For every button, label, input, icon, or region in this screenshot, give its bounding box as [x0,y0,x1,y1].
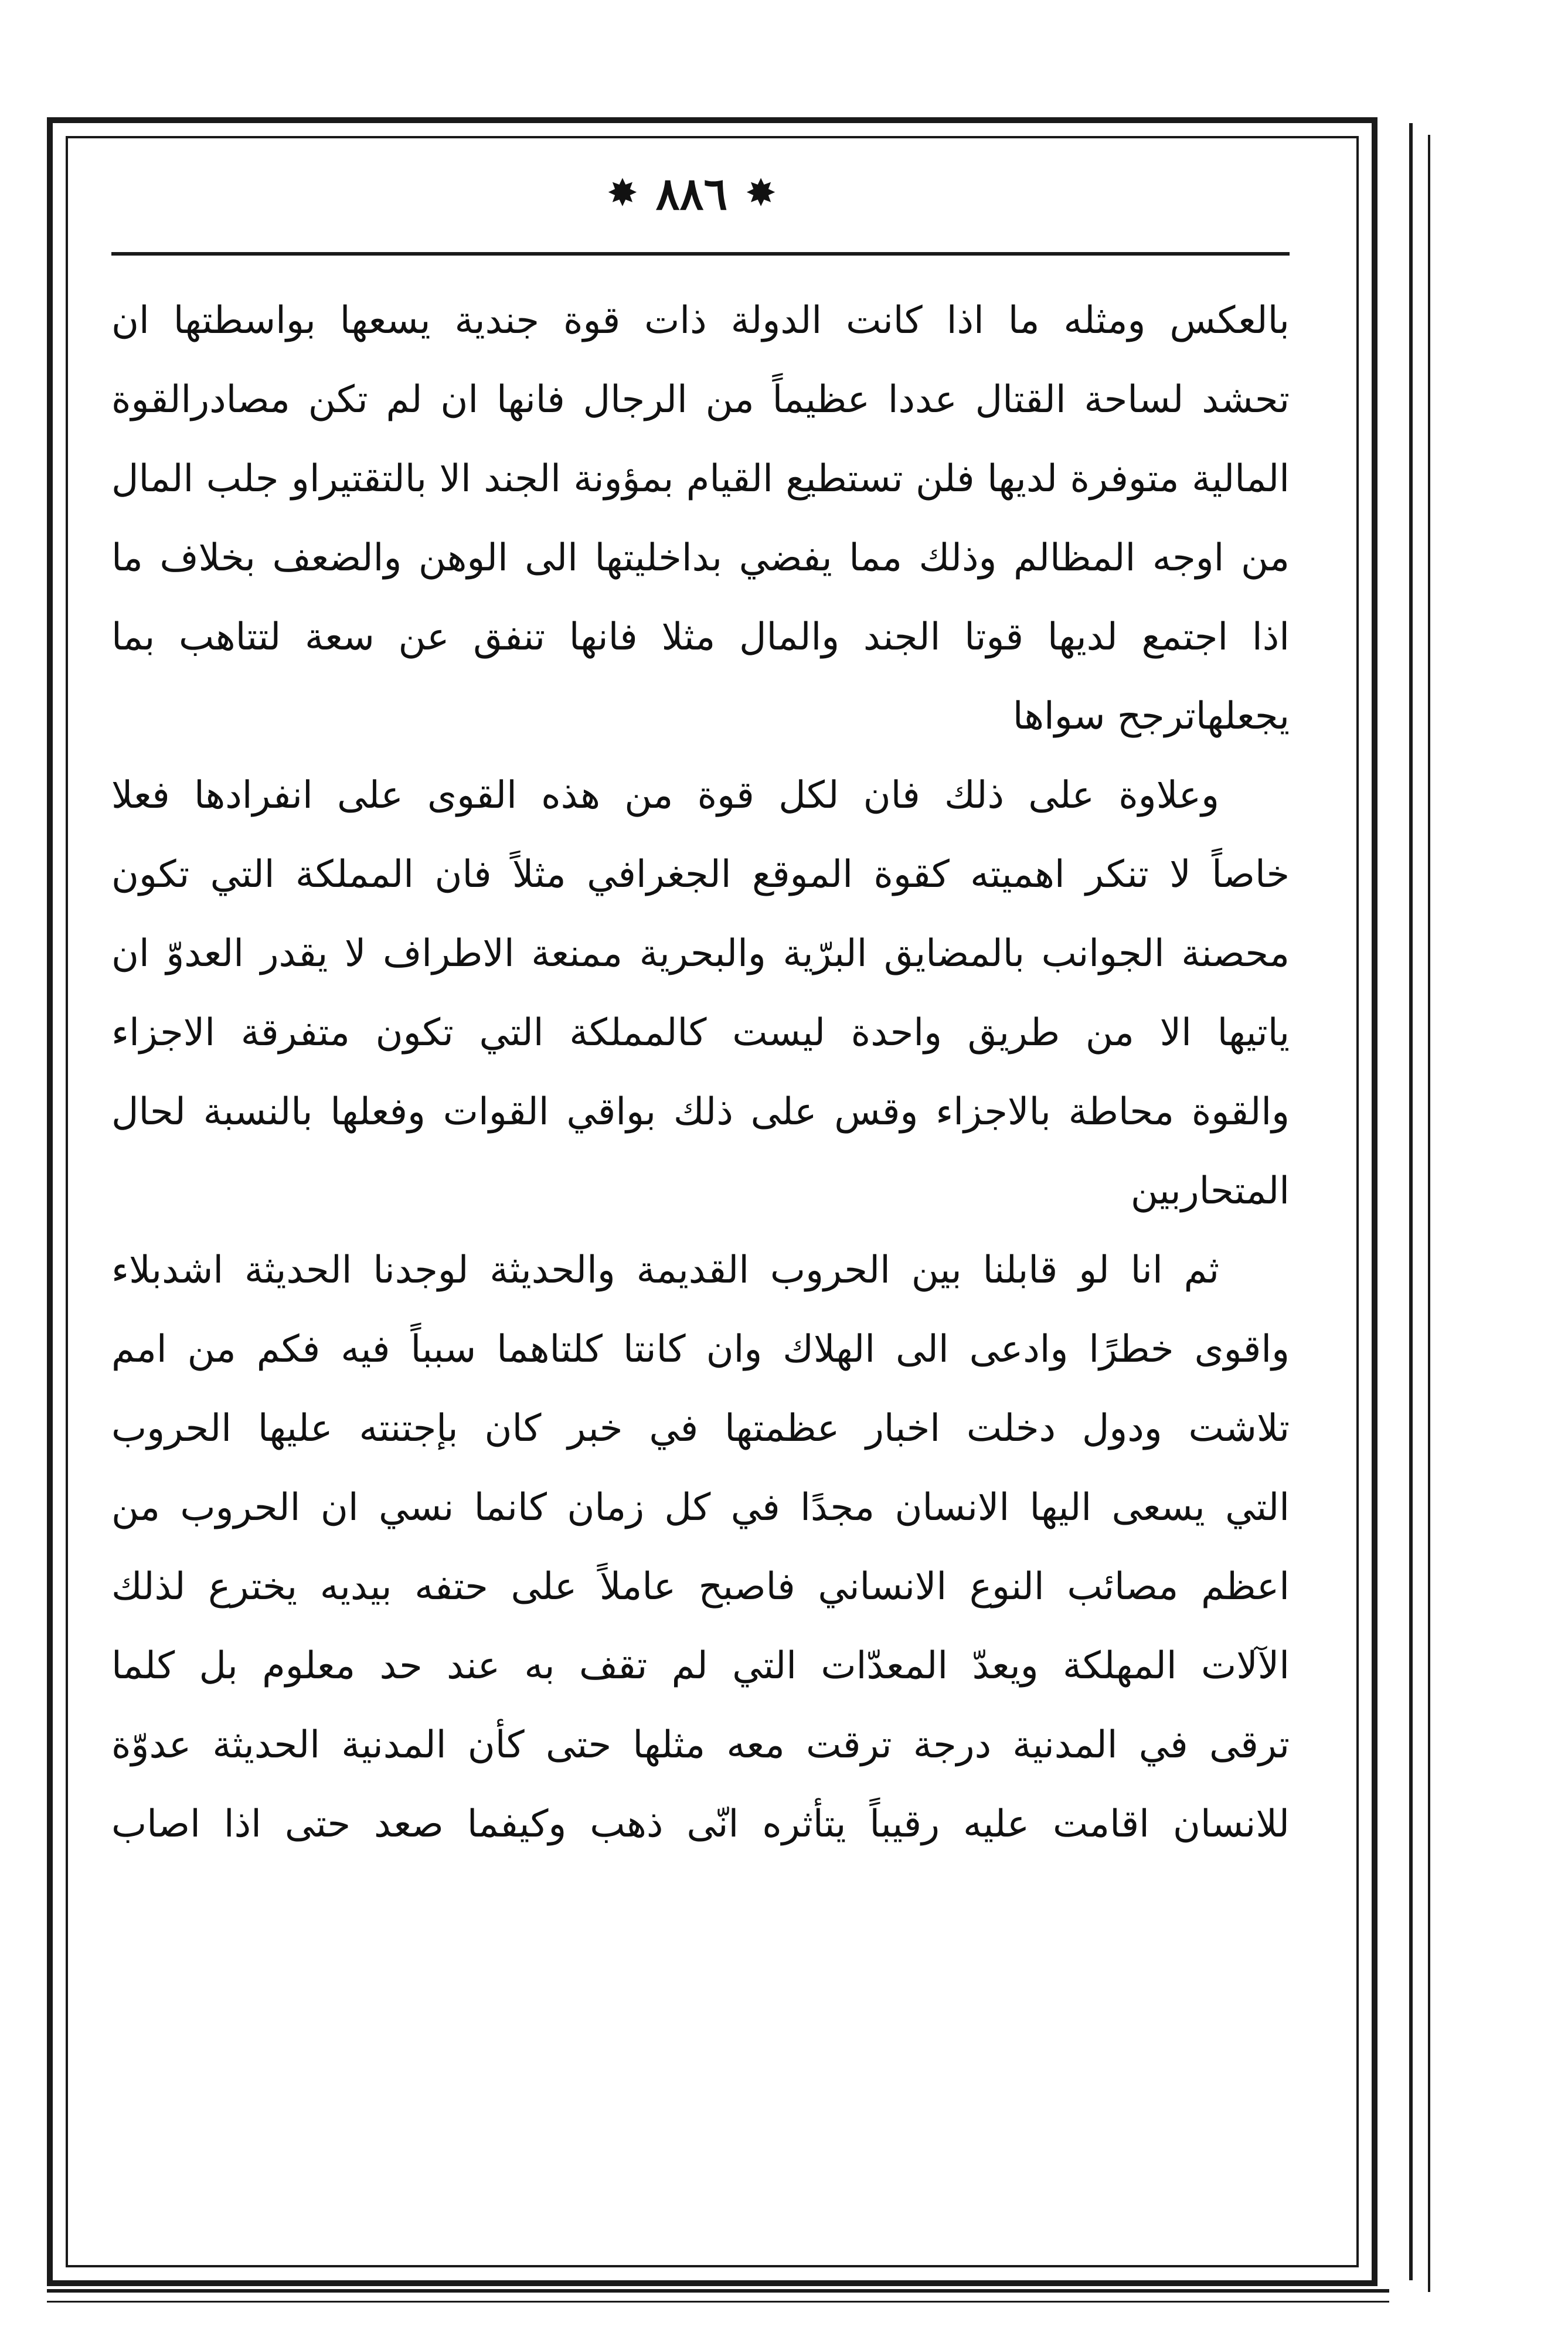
text-line: واقوى خطرًا وادعى الى الهلاك وان كانتا كلتاهما سبباً فيه فكم من امم [111,1328,1290,1371]
text-line: تحشد لساحة القتال عددا عظيماً من الرجال فانها ان لم تكن مصادرالقوة [111,378,1290,421]
text-line: ترقى في المدنية درجة ترقت معه مثلها حتى كأن المدنية الحديثة عدوّة [111,1723,1290,1767]
text-line: المتحاربين [1130,1169,1290,1213]
text-line: خاصاً لا تنكر اهميته كقوة الموقع الجغرافي مثلاً فان المملكة التي تكون [111,853,1290,896]
page-number: ٨٨٦ [655,167,728,220]
frame-right-rule-secondary [1428,135,1430,2292]
text-line: التي يسعى اليها الانسان مجدًا في كل زمان كانما نسي ان الحروب من [111,1486,1290,1529]
text-line: اذا اجتمع لديها قوتا الجند والمال مثلا فانها تنفق عن سعة لتتاهب بما [111,615,1290,659]
header-rule [111,252,1290,256]
ornament-right-icon: ✸ [745,172,777,215]
text-line: اعظم مصائب النوع الانساني فاصبح عاملاً على حتفه بيديه يخترع لذلك [111,1565,1290,1609]
text-line: وعلاوة على ذلك فان لكل قوة من هذه القوى على انفرادها فعلا [111,774,1219,817]
ornament-left-icon: ✸ [607,172,638,215]
text-line: بالعكس ومثله ما اذا كانت الدولة ذات قوة جندية يسعها بواسطتها ان [111,299,1290,342]
text-line: محصنة الجوانب بالمضايق البرّية والبحرية ممنعة الاطراف لا يقدر العدوّ ان [111,932,1290,975]
text-line: المالية متوفرة لديها فلن تستطيع القيام بمؤونة الجند الا بالتقتيراو جلب المال [111,457,1290,501]
text-line: للانسان اقامت عليه رقيباً يتأثره انّى ذهب وكيفما صعد حتى اذا اصاب [111,1803,1290,1846]
frame-right-rule [1409,123,1413,2280]
bottom-rule-thin [47,2301,1389,2303]
text-line: والقوة محاطة بالاجزاء وقس على ذلك بواقي القوات وفعلها بالنسبة لحال [111,1090,1290,1134]
text-line: يجعلهاترجح سواها [1012,695,1290,738]
text-line: ياتيها الا من طريق واحدة ليست كالمملكة التي تكون متفرقة الاجزاء [111,1011,1290,1055]
text-line: ثم انا لو قابلنا بين الحروب القديمة والحديثة لوجدنا الحديثة اشدبلاء [111,1249,1220,1292]
body-text [111,281,1290,2228]
text-line: الآلات المهلكة ويعدّ المعدّات التي لم تقف به عند حد معلوم بل كلما [111,1644,1290,1688]
text-line: تلاشت ودول دخلت اخبار عظمتها في خبر كان بإجتنته عليها الحروب [111,1407,1290,1450]
page-header [88,147,1295,240]
text-line: من اوجه المظالم وذلك مما يفضي بداخليتها الى الوهن والضعف بخلاف ما [111,536,1290,580]
bottom-rule [47,2289,1389,2293]
